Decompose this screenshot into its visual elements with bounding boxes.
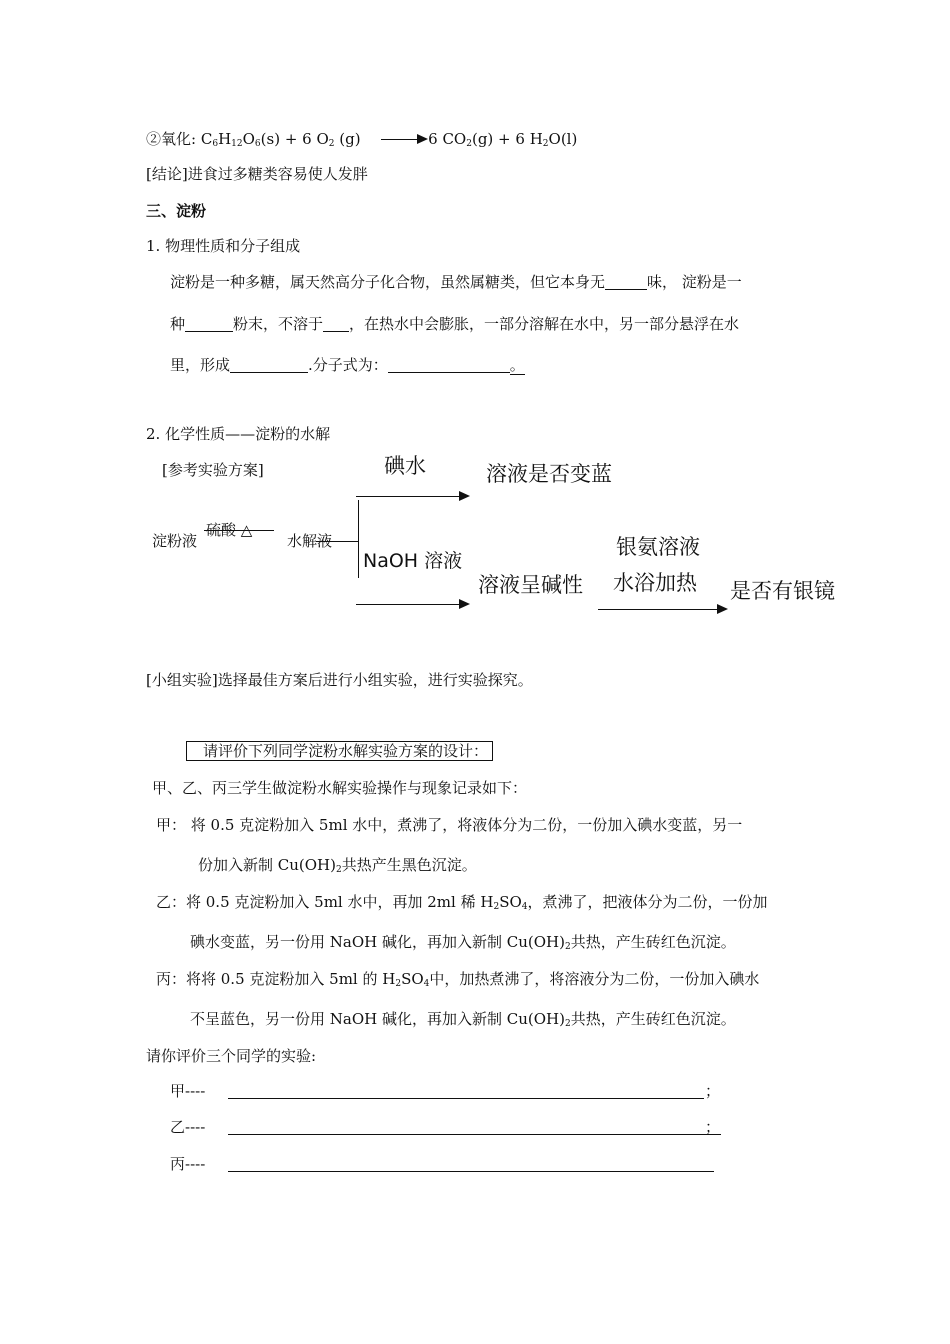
glucose-c-sub: 6 bbox=[212, 139, 219, 149]
glucose-h: H bbox=[218, 130, 232, 148]
bing-line1-sub1: 2 bbox=[395, 979, 402, 989]
glucose-c: C bbox=[200, 130, 213, 148]
reaction-arrow-head bbox=[417, 134, 428, 144]
bing-line2 bbox=[190, 1009, 736, 1029]
label-silver-ammonia: 银氨溶液 bbox=[616, 535, 700, 559]
jia-line2-a: 份加入新制 Cu(OH) bbox=[198, 856, 336, 874]
bing-line1-b: SO bbox=[401, 970, 424, 988]
branch-line bbox=[358, 500, 359, 578]
h2o-sub: 2 bbox=[542, 139, 549, 149]
arrow-iodine-head bbox=[459, 491, 470, 501]
arrow-silver-head bbox=[717, 604, 728, 614]
arrow-iodine-shaft bbox=[356, 496, 460, 497]
arrow-naoh-head bbox=[459, 599, 470, 609]
para1-text-c: 种 bbox=[170, 315, 186, 333]
group-experiment: [小组实验]选择最佳方案后进行小组实验，进行实验探究。 bbox=[146, 671, 533, 689]
answer-jia-end: ； bbox=[705, 1082, 721, 1100]
label-alkaline: 溶液呈碱性 bbox=[478, 573, 583, 597]
para1-text-f: 里，形成 bbox=[170, 356, 231, 374]
yi-line1-b: SO bbox=[499, 893, 522, 911]
para1-line3 bbox=[170, 355, 525, 375]
label-sulfuric-acid: 硫酸 △ bbox=[206, 521, 253, 539]
ref-label: [参考实验方案] bbox=[162, 461, 264, 479]
label-starch-solution: 淀粉液 bbox=[152, 532, 198, 550]
answer-bing-label: 丙---- bbox=[170, 1155, 206, 1173]
evaluate-box-text: 请评价下列同学淀粉水解实验方案的设计： bbox=[186, 741, 493, 761]
item1-title: 1. 物理性质和分子组成 bbox=[146, 237, 301, 255]
label-iodine: 碘水 bbox=[384, 454, 426, 478]
o2-state: (g) bbox=[334, 130, 366, 148]
intro: 甲、乙、丙三学生做淀粉水解实验操作与现象记录如下： bbox=[152, 779, 528, 797]
bing-line2-b: 共热，产生砖红色沉淀。 bbox=[570, 1010, 736, 1028]
oxidation-equation bbox=[146, 129, 577, 149]
arrow-silver-shaft bbox=[598, 609, 718, 610]
yi-line2-sub: 2 bbox=[564, 942, 571, 952]
jia-line2 bbox=[198, 855, 477, 875]
blank-solvent[interactable] bbox=[323, 315, 349, 332]
yi-line1-a: 乙：将 0.5 克淀粉加入 5ml 水中，再加 2ml 稀 H bbox=[156, 893, 494, 911]
para1-text-e: ，在热水中会膨胀，一部分溶解在水中，另一部分悬浮在水 bbox=[349, 315, 740, 333]
h2o-state: O(l) bbox=[548, 130, 578, 148]
evaluate-box bbox=[186, 741, 493, 761]
o2-sub: 2 bbox=[328, 139, 335, 149]
answer-yi-label: 乙---- bbox=[170, 1118, 206, 1136]
yi-line2-b: 共热，产生砖红色沉淀。 bbox=[570, 933, 736, 951]
glucose-state: (s) + 6 O bbox=[260, 130, 329, 148]
jia-line1: 甲： 将 0.5 克淀粉加入 5ml 水中，煮沸了，将液体分为二份，一份加入碘水变蓝，另一 bbox=[156, 816, 743, 834]
hydrolysate-connector bbox=[316, 541, 358, 542]
yi-line1-sub1: 2 bbox=[493, 902, 500, 912]
jia-line2-b: 共热产生黑色沉淀。 bbox=[341, 856, 477, 874]
glucose-h-sub: 12 bbox=[231, 139, 243, 149]
arrow-sulfuric bbox=[204, 530, 274, 531]
bing-line2-sub: 2 bbox=[564, 1019, 571, 1029]
co2-sub: 2 bbox=[466, 139, 472, 149]
blank-formula[interactable] bbox=[388, 356, 510, 373]
bing-line1 bbox=[156, 969, 759, 989]
item2-title: 2. 化学性质——淀粉的水解 bbox=[146, 425, 331, 443]
para1-text-g: .分子式为： bbox=[308, 356, 388, 374]
para1-text-d: 粉末，不溶于 bbox=[233, 315, 324, 333]
equation-prefix: ②氧化: bbox=[146, 130, 197, 148]
glucose-o-sub: 6 bbox=[254, 139, 261, 149]
label-water-bath: 水浴加热 bbox=[613, 571, 697, 595]
yi-line1-sub2: 4 bbox=[521, 902, 528, 912]
para1-text-h: 。 bbox=[509, 356, 525, 374]
conclusion: [结论]进食过多糖类容易使人发胖 bbox=[146, 165, 368, 183]
para1-text-a: 淀粉是一种多糖，属天然高分子化合物，虽然属糖类，但它本身无 bbox=[170, 273, 606, 291]
answer-yi-line[interactable] bbox=[228, 1134, 721, 1135]
blank-color[interactable] bbox=[185, 315, 233, 332]
co2: 6 CO bbox=[428, 130, 467, 148]
yi-line2-a: 碘水变蓝，另一份用 NaOH 碱化，再加入新制 Cu(OH) bbox=[190, 933, 565, 951]
para1-text-b: 味， 淀粉是一 bbox=[647, 273, 742, 291]
answer-bing-line[interactable] bbox=[228, 1171, 714, 1172]
para1-line2 bbox=[170, 314, 739, 334]
answer-jia-label: 甲---- bbox=[170, 1082, 206, 1100]
blank-taste[interactable] bbox=[605, 273, 647, 290]
yi-line2 bbox=[190, 932, 736, 952]
label-blue-question: 溶液是否变蓝 bbox=[486, 462, 612, 486]
glucose-o: O bbox=[242, 130, 255, 148]
yi-line1-c: ，煮沸了，把液体分为二份，一份加 bbox=[527, 893, 768, 911]
para1-line1 bbox=[170, 272, 742, 292]
jia-line2-sub: 2 bbox=[336, 865, 342, 875]
section-title-starch: 三、淀粉 bbox=[146, 202, 207, 220]
answer-yi-end: ； bbox=[705, 1118, 721, 1136]
bing-line1-a: 丙：将将 0.5 克淀粉加入 5ml 的 H bbox=[156, 970, 396, 988]
co2-state: (g) + 6 H bbox=[471, 130, 543, 148]
bing-line1-c: 中，加热煮沸了，将溶液分为二份，一份加入碘水 bbox=[429, 970, 760, 988]
label-naoh: NaOH 溶液 bbox=[363, 550, 463, 572]
bing-line2-a: 不呈蓝色，另一份用 NaOH 碱化，再加入新制 Cu(OH) bbox=[190, 1010, 565, 1028]
bing-line1-sub2: 4 bbox=[423, 979, 430, 989]
label-hydrolysate: 水解液 bbox=[287, 532, 333, 550]
reaction-arrow-shaft bbox=[381, 139, 419, 140]
yi-line1 bbox=[156, 892, 768, 912]
evaluate-prompt: 请你评价三个同学的实验: bbox=[146, 1047, 317, 1065]
answer-jia-line[interactable] bbox=[228, 1098, 704, 1099]
arrow-naoh-shaft bbox=[356, 604, 460, 605]
label-silver-mirror-question: 是否有银镜 bbox=[730, 579, 835, 603]
blank-colloid[interactable] bbox=[230, 356, 308, 373]
